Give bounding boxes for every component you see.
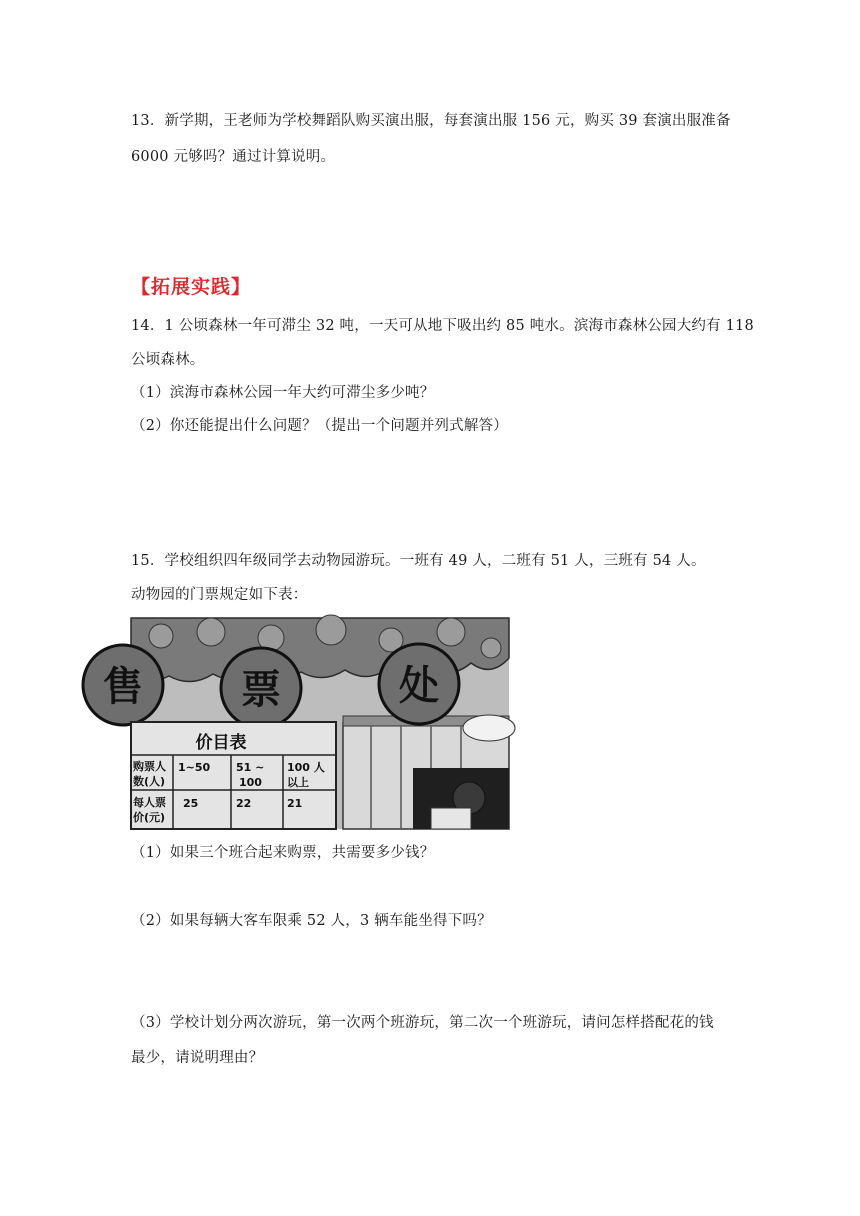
price-1: 25 [183, 797, 199, 810]
q15-sub-2: （2）如果每辆大客车限乘 52 人，3 辆车能坐得下吗？ [131, 913, 492, 929]
q15-sub-1: （1）如果三个班合起来购票，共需要多少钱？ [131, 845, 435, 861]
sign-char-3: 处 [399, 663, 439, 709]
range-3a: 100 人 [287, 761, 325, 774]
range-2a: 51 ~ [236, 761, 265, 774]
range-3b: 以上 [287, 776, 309, 789]
q15-sub-3-line-1: （3）学校计划分两次游玩，第一次两个班游玩，第二次一个班游玩，请问怎样搭配花的钱 [131, 1015, 714, 1031]
q14-line-1: 14．1 公顷森林一年可滞尘 32 吨，一天可从地下吸出约 85 吨水。滨海市森林公园大约有 118 [131, 318, 754, 334]
q15-line-1: 15．学校组织四年级同学去动物园游玩。一班有 49 人，二班有 51 人，三班有 54 人。 [131, 553, 706, 569]
q14-sub-2: （2）你还能提出什么问题？（提出一个问题并列式解答） [131, 418, 508, 434]
sign-char-1: 售 [103, 664, 143, 710]
price-3: 21 [287, 797, 303, 810]
price-table [131, 722, 336, 829]
range-2b: 100 [239, 776, 262, 789]
row-header-price-2: 价(元) [133, 811, 166, 824]
q14-line-2: 公顷森林。 [131, 352, 205, 368]
ticket-office-illustration [103, 618, 509, 829]
range-1: 1~50 [178, 761, 211, 774]
row-header-count-1: 购票人 [133, 760, 166, 773]
q13-line-1: 13．新学期，王老师为学校舞蹈队购买演出服，每套演出服 156 元，购买 39 套演出服准备 [131, 113, 731, 129]
row-header-price-1: 每人票 [133, 796, 166, 809]
sign-char-2: 票 [241, 667, 281, 713]
q14-sub-1: （1）滨海市森林公园一年大约可滞尘多少吨？ [131, 385, 435, 401]
price-2: 22 [236, 797, 252, 810]
q13-line-2: 6000 元够吗？通过计算说明。 [131, 149, 336, 165]
q15-line-2: 动物园的门票规定如下表： [131, 587, 308, 603]
section-heading: 【拓展实践】 [131, 276, 252, 298]
price-table-title: 价目表 [195, 733, 247, 753]
ticket-office-sign [83, 644, 459, 728]
q15-sub-3-line-2: 最少，请说明理由？ [131, 1050, 264, 1066]
row-header-count-2: 数(人) [133, 775, 166, 788]
